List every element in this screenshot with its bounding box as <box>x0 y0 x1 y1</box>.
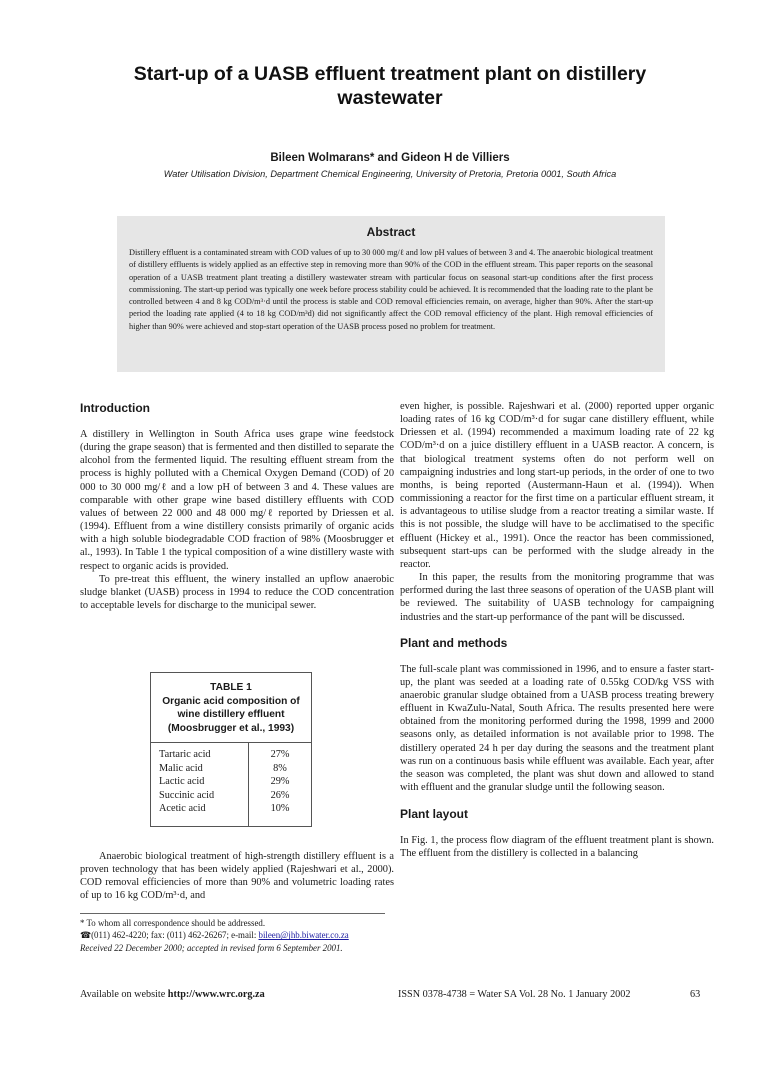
authors: Bileen Wolmarans* and Gideon H de Villiers <box>270 152 510 164</box>
left-column-lower <box>80 850 394 903</box>
table-1-body <box>151 743 311 826</box>
footer-journal: ISSN 0378-4738 = Water SA Vol. 28 No. 1 January 2002 <box>398 989 631 1000</box>
table-1-caption <box>151 673 311 743</box>
affiliation: Water Utilisation Division, Department Chemical Engineering, University of Pretoria, Pretoria 0001, South Africa <box>163 169 617 179</box>
left-column <box>80 400 394 612</box>
contact-line <box>80 929 400 941</box>
plant-layout-heading: Plant layout <box>400 807 469 822</box>
footnotes <box>80 917 400 954</box>
intro-paragraph-5: In this paper, the results from the monitoring programme that was performed during the last three seasons of operation of the UASB plant will be reviewed. The suitability of UASB technology for campaigning industries and the start-up performance of the pant will be discussed. <box>400 572 714 623</box>
plant-methods-paragraph: The full-scale plant was commissioned in 1996, and to ensure a faster start-up, the plant was seeded at a loading rate of 0.55kg COD/kg VSS with anaerobic granular sludge obtained from a UASB process treating brewery effluent in KwaZulu-Natal, South Africa. The results presented here were obtained from the monitoring performed during the 1998, 1999 and 2000 seasons only, as detailed information is not available prior to 1998. The distillery operated 24 h per day during the seasons and the treatment plant was run on a continuous basis while effluent was available. Each year, after the season was completed, the plant was shut down and allowed to stand with effluent and the granular sludge until the following season. <box>400 663 714 794</box>
table-cell-value: 8% <box>273 762 287 774</box>
table-cell-value: 26% <box>270 789 290 801</box>
website-link[interactable]: http://www.wrc.org.za <box>167 989 265 1000</box>
page-number: 63 <box>690 989 701 1000</box>
plant-methods-heading: Plant and methods <box>400 635 508 650</box>
intro-paragraph-2: To pre-treat this effluent, the winery installed an upflow anaerobic sludge blanket (UASB) process in 1994 to reduce the COD concentration to acceptable levels for discharge to the municipal sewer. <box>80 573 394 612</box>
table-cell-acid: Lactic acid <box>159 776 205 788</box>
abstract-box <box>117 216 665 372</box>
table-cell-value: 29% <box>270 776 290 788</box>
telephone-icon: ☎ <box>80 930 92 941</box>
table-cell-acid: Tartaric acid <box>159 749 211 760</box>
introduction-heading: Introduction <box>80 401 150 415</box>
right-column <box>400 400 714 861</box>
table-1-acid-column <box>151 743 249 826</box>
contact-details: (011) 462-4220; fax: (011) 462-26267; e-mail: <box>91 930 259 941</box>
table-cell-value: 27% <box>270 749 290 760</box>
intro-paragraph-4: even higher, is possible. Rajeshwari et al. (2000) reported upper organic loading rates of 16 kg COD/m³·d for sugar cane distillery effluent, while Driessen et al. (1994) recommended a maximum loading rate of 22 kg COD/m³·d on a juice distillery effluent in a UASB reactor. A concern, is that biological treatment systems often do not perform well on campaigning industries and long start-up periods, in the order of one to two months, is being reported (Austermann-Haun et al. (1994)). When commissioning a reactor for the first time on a particular effluent stream, it is advantageous to utilise sludge from a reactor treating a similar waste. If this is not possible, the sludge will have to be acclimatised to the specific effluent (Hickey et al., 1991). Once the reactor has been commissioned, subsequent start-ups can be performed with the sludge already in the reactor. <box>400 401 714 570</box>
intro-paragraph-3: Anaerobic biological treatment of high-strength distillery effluent is a proven technology that has been widely applied (Rajeshwari et al., 2000). COD removal efficiencies of more than 90% and volumetric loading rates of up to 16 kg COD/m³·d, and <box>80 851 394 902</box>
table-cell-acid: Malic acid <box>159 762 203 774</box>
table-cell-acid: Succinic acid <box>159 789 215 801</box>
email-link[interactable]: bileen@jhb.biwater.co.za <box>258 930 349 941</box>
intro-paragraph-1: A distillery in Wellington in South Africa uses grape wine feedstock (during the grape season) that is fermented and then distilled to separate the alcohol from the fermented liquid. The resulting effluent stream from the process is highly polluted with a Chemical Oxygen Demand (COD) of 20 000 to 30 000 mg/ℓ and a low pH of between 3 and 4. These values are comparable with other grape wine based distillery effluents with COD values of between 22 000 and 48 000 mg/ℓ reported by Driessen et al. (1994). Effluent from a wine distillery consists primarily of organic acids with a high soluble biodegradable COD fraction of 98% (Moosbrugger et al., 1993). In Table 1 the typical composition of a wine distillery waste with respect to organic acids is provided. <box>80 429 394 572</box>
table-cell-value: 10% <box>270 803 290 815</box>
abstract-heading: Abstract <box>366 225 416 239</box>
plant-layout-paragraph: In Fig. 1, the process flow diagram of the effluent treatment plant is shown. The effluent from the distillery is collected in a balancing <box>400 835 714 860</box>
abstract-text: Distillery effluent is a contaminated stream with COD values of up to 30 000 mg/ℓ and low pH values of between 3 and 4. The anaerobic biological treatment of distillery effluents is widely applied as an effective step in removing more than 90% of the COD in the effluent stream. This paper reports on the seasonal operation of a UASB treatment plant treating a distillery wastewater stream with particular focus on seasonal start-up conditions after the first process commissioning. The start-up period was typically one week before process stability could be achieved. It is recommended that the loading rate to the plant be controlled between 4 and 8 kg COD/m³·d until the process is stable and COD removal efficiencies remain, on average, higher than 90%. After the start-up period the loading rate applied (4 to 18 kg COD/m³d) did not significantly affect the COD removal efficiency of the plant. High removal efficiencies of higher than 90% were achieved and stop-start operation of the UASB process posed no problem for treatment. <box>129 248 653 331</box>
footer-website <box>80 989 265 1000</box>
table-cell-acid: Acetic acid <box>159 803 206 815</box>
table-1 <box>150 672 312 827</box>
paper-title: Start-up of a UASB effluent treatment plant on distillery wastewater <box>133 63 647 109</box>
footer-available-label: Available on website <box>80 989 168 1000</box>
footnote-divider <box>80 913 385 914</box>
table-1-title: Organic acid composition of wine distillery effluent (Moosbrugger et al., 1993) <box>162 695 300 734</box>
table-1-label: TABLE 1 <box>210 682 252 693</box>
correspondence-note: * To whom all correspondence should be addressed. <box>80 918 266 928</box>
table-1-value-column <box>249 743 311 826</box>
received-date: Received 22 December 2000; accepted in revised form 6 September 2001. <box>80 942 343 953</box>
